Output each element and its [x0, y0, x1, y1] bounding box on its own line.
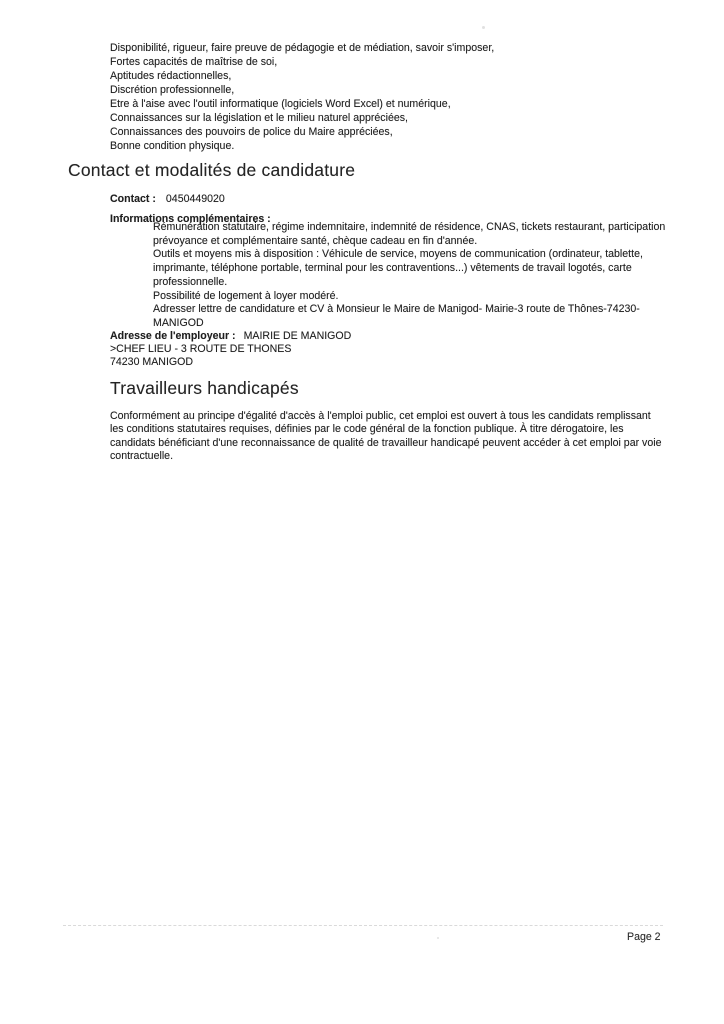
skill-line: Aptitudes rédactionnelles,: [110, 70, 232, 82]
skill-line: Etre à l'aise avec l'outil informatique (logiciels Word Excel) et numérique,: [110, 98, 451, 110]
info-line: Outils et moyens mis à disposition : Véhicule de service, moyens de communication (ordinateur, tablette,: [153, 248, 643, 261]
skill-line: Fortes capacités de maîtrise de soi,: [110, 56, 278, 68]
info-line: Adresser lettre de candidature et CV à Monsieur le Maire de Manigod- Mairie-3 route de Thônes-74230-: [153, 303, 640, 316]
contact-label: Contact :: [110, 193, 156, 205]
section-heading-handicap: Travailleurs handicapés: [110, 378, 299, 398]
skill-line: Connaissances des pouvoirs de police du Maire appréciées,: [110, 126, 393, 138]
info-line: Possibilité de logement à loyer modéré.: [153, 289, 339, 302]
info-line: MANIGOD: [153, 316, 204, 329]
employer-label: Adresse de l'employeur :: [110, 330, 236, 342]
info-line: imprimante, téléphone portable, terminal pour les contraventions...) vêtements de travail logotés, carte: [153, 262, 632, 275]
skill-line: Discrétion professionnelle,: [110, 84, 235, 96]
additional-info-paragraph: [153, 221, 665, 331]
skill-line: Disponibilité, rigueur, faire preuve de pédagogie et de médiation, savoir s'imposer,: [110, 42, 495, 54]
employer-address-line: 74230 MANIGOD: [110, 356, 194, 369]
info-line: professionnelle.: [153, 275, 228, 288]
paragraph-line: contractuelle.: [110, 450, 174, 463]
info-line: prévoyance et complémentaire santé, chèque cadeau en fin d'année.: [153, 234, 478, 247]
skill-line: Connaissances sur la législation et le milieu naturel appréciées,: [110, 112, 408, 124]
section-heading-contact: Contact et modalités de candidature: [68, 160, 356, 180]
contact-phone-value: 0450449020: [165, 193, 225, 205]
employer-address-line: >CHEF LIEU - 3 ROUTE DE THONES: [110, 343, 292, 356]
page-number: Page 2: [627, 931, 661, 943]
info-line: Rémunération statutaire, régime indemnitaire, indemnité de résidence, CNAS, tickets restaurant, participation: [153, 221, 666, 233]
paragraph-line: Conformément au principe d'égalité d'accès à l'emploi public, cet emploi est ouvert à tous les candidats remplissant: [110, 410, 651, 422]
footer-divider: [63, 925, 663, 926]
paragraph-line: les conditions statutaires requises, définies par le code général de la fonction publique. À titre dérogatoire, les: [110, 423, 624, 436]
employer-name: MAIRIE DE MANIGOD: [243, 330, 352, 342]
scan-speckle: [482, 26, 485, 29]
handicap-paragraph: [110, 410, 662, 464]
contact-line: [110, 192, 225, 206]
scan-speckle: [437, 937, 439, 939]
employer-address-block: [110, 330, 351, 370]
paragraph-line: candidats bénéficiant d'une reconnaissance de qualité de travailleur handicapé peuvent accéder à cet emploi par voie: [110, 436, 662, 449]
skills-list: [110, 41, 494, 153]
skill-line: Bonne condition physique.: [110, 140, 235, 152]
additional-info-label: Informations complémentaires :: [110, 213, 271, 225]
